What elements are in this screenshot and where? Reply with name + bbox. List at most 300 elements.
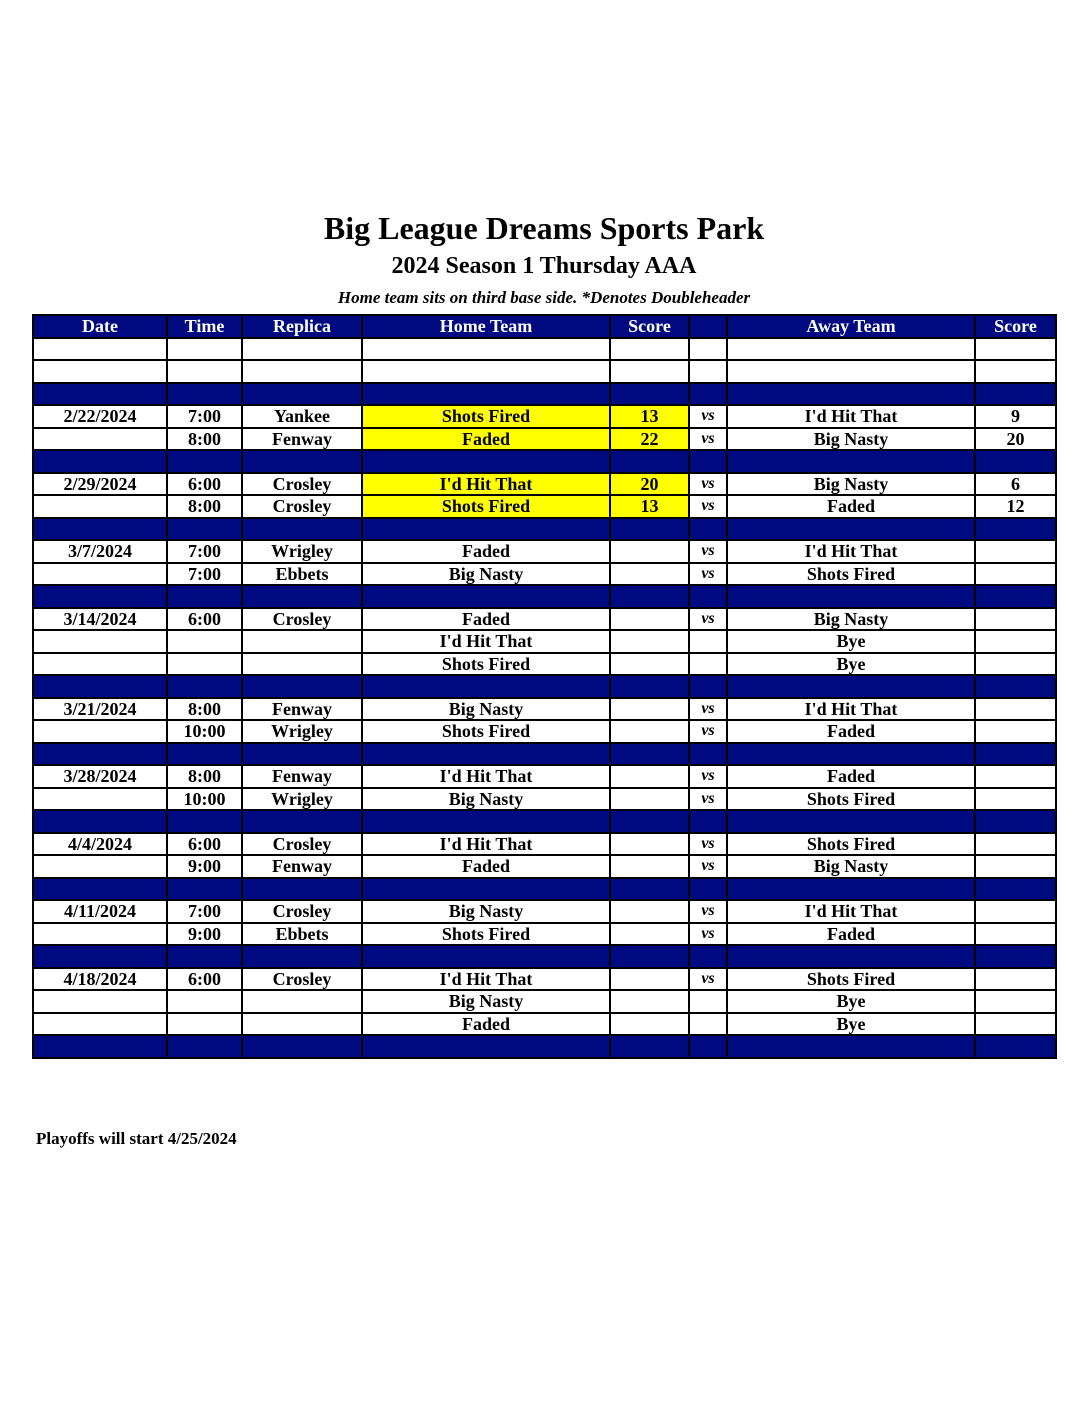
away-score-cell	[975, 518, 1056, 541]
time-cell	[167, 338, 242, 361]
date-cell: 4/4/2024	[33, 833, 167, 856]
away-score-cell	[975, 810, 1056, 833]
home-team-cell	[362, 743, 610, 766]
replica-cell: Fenway	[242, 428, 362, 451]
vs-cell: vs	[689, 968, 727, 991]
time-cell: 8:00	[167, 428, 242, 451]
replica-cell	[242, 1035, 362, 1058]
home-score-cell: 13	[610, 405, 689, 428]
date-cell	[33, 495, 167, 518]
date-cell	[33, 788, 167, 811]
vs-cell	[689, 630, 727, 653]
vs-cell	[689, 810, 727, 833]
table-row	[33, 923, 1056, 946]
vs-cell: vs	[689, 900, 727, 923]
vs-cell: vs	[689, 923, 727, 946]
away-score-cell	[975, 1035, 1056, 1058]
col-header-away-score: Score	[975, 315, 1056, 338]
home-score-cell	[610, 698, 689, 721]
home-team-cell	[362, 338, 610, 361]
replica-cell	[242, 585, 362, 608]
away-score-cell	[975, 563, 1056, 586]
vs-cell: vs	[689, 855, 727, 878]
away-score-cell	[975, 585, 1056, 608]
home-score-cell	[610, 855, 689, 878]
home-score-cell	[610, 968, 689, 991]
table-row	[33, 495, 1056, 518]
table-row	[33, 990, 1056, 1013]
away-score-cell	[975, 360, 1056, 383]
away-score-cell: 6	[975, 473, 1056, 496]
away-team-cell	[727, 810, 975, 833]
home-score-cell	[610, 630, 689, 653]
away-team-cell	[727, 338, 975, 361]
vs-cell	[689, 338, 727, 361]
home-team-cell	[362, 518, 610, 541]
date-cell	[33, 720, 167, 743]
separator-row	[33, 1035, 1056, 1058]
separator-row	[33, 878, 1056, 901]
home-score-cell	[610, 585, 689, 608]
table-row	[33, 653, 1056, 676]
home-team-cell: Big Nasty	[362, 900, 610, 923]
away-team-cell: Big Nasty	[727, 473, 975, 496]
replica-cell: Fenway	[242, 765, 362, 788]
home-team-cell: Big Nasty	[362, 698, 610, 721]
home-team-cell	[362, 450, 610, 473]
away-team-cell: I'd Hit That	[727, 698, 975, 721]
vs-cell	[689, 518, 727, 541]
home-score-cell	[610, 653, 689, 676]
away-score-cell	[975, 608, 1056, 631]
time-cell	[167, 360, 242, 383]
away-score-cell	[975, 878, 1056, 901]
away-team-cell: Faded	[727, 765, 975, 788]
replica-cell: Ebbets	[242, 923, 362, 946]
separator-row	[33, 810, 1056, 833]
time-cell	[167, 518, 242, 541]
vs-cell: vs	[689, 540, 727, 563]
date-cell	[33, 585, 167, 608]
vs-cell	[689, 743, 727, 766]
col-header-home-team: Home Team	[362, 315, 610, 338]
home-score-cell	[610, 810, 689, 833]
away-team-cell	[727, 450, 975, 473]
schedule-note: Home team sits on third base side. *Denotes Doubleheader	[337, 288, 751, 307]
date-cell: 4/18/2024	[33, 968, 167, 991]
col-header-vs	[689, 315, 727, 338]
away-score-cell	[975, 923, 1056, 946]
home-score-cell	[610, 923, 689, 946]
col-header-home-score: Score	[610, 315, 689, 338]
replica-cell: Crosley	[242, 608, 362, 631]
time-cell: 6:00	[167, 608, 242, 631]
schedule-table	[32, 314, 1057, 1059]
time-cell	[167, 630, 242, 653]
home-team-cell: I'd Hit That	[362, 968, 610, 991]
home-score-cell	[610, 518, 689, 541]
table-row	[33, 855, 1056, 878]
away-score-cell	[975, 855, 1056, 878]
away-score-cell	[975, 630, 1056, 653]
time-cell: 9:00	[167, 923, 242, 946]
date-cell	[33, 450, 167, 473]
away-team-cell	[727, 383, 975, 406]
vs-cell: vs	[689, 405, 727, 428]
vs-cell: vs	[689, 428, 727, 451]
time-cell	[167, 878, 242, 901]
date-cell: 3/7/2024	[33, 540, 167, 563]
vs-cell	[689, 450, 727, 473]
home-score-cell	[610, 878, 689, 901]
vs-cell: vs	[689, 495, 727, 518]
away-team-cell: Shots Fired	[727, 833, 975, 856]
date-cell	[33, 810, 167, 833]
date-cell	[33, 675, 167, 698]
date-cell	[33, 1013, 167, 1036]
away-score-cell	[975, 383, 1056, 406]
date-cell: 3/28/2024	[33, 765, 167, 788]
vs-cell: vs	[689, 608, 727, 631]
home-score-cell	[610, 540, 689, 563]
date-cell	[33, 855, 167, 878]
date-cell	[33, 630, 167, 653]
away-team-cell: Bye	[727, 653, 975, 676]
time-cell: 7:00	[167, 540, 242, 563]
replica-cell: Crosley	[242, 968, 362, 991]
vs-cell	[689, 653, 727, 676]
home-team-cell: Big Nasty	[362, 990, 610, 1013]
separator-row	[33, 383, 1056, 406]
home-team-cell: Big Nasty	[362, 788, 610, 811]
table-row	[33, 698, 1056, 721]
away-team-cell	[727, 360, 975, 383]
away-score-cell	[975, 990, 1056, 1013]
col-header-date: Date	[33, 315, 167, 338]
separator-row	[33, 945, 1056, 968]
table-row	[33, 900, 1056, 923]
away-score-cell	[975, 338, 1056, 361]
home-score-cell	[610, 1013, 689, 1036]
vs-cell	[689, 360, 727, 383]
table-row	[33, 608, 1056, 631]
home-team-cell: Shots Fired	[362, 923, 610, 946]
replica-cell	[242, 878, 362, 901]
vs-cell: vs	[689, 720, 727, 743]
col-header-time: Time	[167, 315, 242, 338]
away-score-cell	[975, 675, 1056, 698]
away-team-cell	[727, 518, 975, 541]
time-cell: 8:00	[167, 495, 242, 518]
time-cell	[167, 743, 242, 766]
separator-row	[33, 743, 1056, 766]
home-team-cell	[362, 585, 610, 608]
replica-cell	[242, 630, 362, 653]
away-team-cell	[727, 945, 975, 968]
home-team-cell	[362, 945, 610, 968]
away-score-cell	[975, 1013, 1056, 1036]
date-cell: 2/29/2024	[33, 473, 167, 496]
vs-cell	[689, 990, 727, 1013]
away-score-cell	[975, 788, 1056, 811]
home-team-cell: I'd Hit That	[362, 765, 610, 788]
away-team-cell: Shots Fired	[727, 563, 975, 586]
date-cell	[33, 428, 167, 451]
separator-row	[33, 585, 1056, 608]
home-team-cell: Faded	[362, 540, 610, 563]
away-team-cell: I'd Hit That	[727, 405, 975, 428]
away-team-cell	[727, 743, 975, 766]
date-cell: 3/21/2024	[33, 698, 167, 721]
table-row	[33, 765, 1056, 788]
replica-cell	[242, 743, 362, 766]
table-row	[33, 473, 1056, 496]
replica-cell	[242, 1013, 362, 1036]
separator-row	[33, 675, 1056, 698]
home-team-cell: Shots Fired	[362, 495, 610, 518]
home-score-cell	[610, 945, 689, 968]
away-score-cell: 20	[975, 428, 1056, 451]
home-team-cell	[362, 1035, 610, 1058]
away-score-cell	[975, 945, 1056, 968]
vs-cell: vs	[689, 765, 727, 788]
time-cell	[167, 585, 242, 608]
home-score-cell	[610, 720, 689, 743]
home-score-cell	[610, 765, 689, 788]
date-cell	[33, 923, 167, 946]
date-cell	[33, 1035, 167, 1058]
separator-row	[33, 518, 1056, 541]
away-score-cell	[975, 968, 1056, 991]
time-cell	[167, 675, 242, 698]
header-row	[33, 315, 1056, 338]
time-cell	[167, 1035, 242, 1058]
vs-cell: vs	[689, 473, 727, 496]
away-score-cell	[975, 743, 1056, 766]
table-row	[33, 630, 1056, 653]
away-score-cell: 9	[975, 405, 1056, 428]
away-team-cell	[727, 1035, 975, 1058]
date-cell: 4/11/2024	[33, 900, 167, 923]
replica-cell: Ebbets	[242, 563, 362, 586]
time-cell: 8:00	[167, 765, 242, 788]
replica-cell	[242, 653, 362, 676]
time-cell	[167, 383, 242, 406]
home-team-cell: Shots Fired	[362, 653, 610, 676]
time-cell	[167, 1013, 242, 1036]
home-team-cell: Big Nasty	[362, 563, 610, 586]
home-score-cell	[610, 338, 689, 361]
table-row	[33, 833, 1056, 856]
home-score-cell	[610, 1035, 689, 1058]
home-team-cell	[362, 360, 610, 383]
separator-row	[33, 450, 1056, 473]
date-cell	[33, 945, 167, 968]
home-score-cell	[610, 675, 689, 698]
home-team-cell: Faded	[362, 855, 610, 878]
replica-cell: Crosley	[242, 833, 362, 856]
vs-cell	[689, 585, 727, 608]
home-score-cell: 22	[610, 428, 689, 451]
time-cell: 6:00	[167, 968, 242, 991]
away-team-cell: Faded	[727, 720, 975, 743]
away-score-cell	[975, 540, 1056, 563]
replica-cell: Fenway	[242, 855, 362, 878]
replica-cell	[242, 945, 362, 968]
away-team-cell	[727, 675, 975, 698]
replica-cell: Wrigley	[242, 720, 362, 743]
home-team-cell: I'd Hit That	[362, 833, 610, 856]
away-score-cell	[975, 653, 1056, 676]
playoffs-note: Playoffs will start 4/25/2024	[36, 1129, 237, 1148]
time-cell: 10:00	[167, 788, 242, 811]
home-score-cell	[610, 990, 689, 1013]
date-cell	[33, 360, 167, 383]
time-cell	[167, 810, 242, 833]
table-row	[33, 540, 1056, 563]
away-team-cell: Faded	[727, 923, 975, 946]
home-score-cell	[610, 900, 689, 923]
away-team-cell: Big Nasty	[727, 608, 975, 631]
time-cell	[167, 945, 242, 968]
table-row	[33, 1013, 1056, 1036]
date-cell	[33, 383, 167, 406]
home-team-cell: I'd Hit That	[362, 630, 610, 653]
time-cell	[167, 653, 242, 676]
date-cell	[33, 653, 167, 676]
replica-cell	[242, 360, 362, 383]
away-team-cell: Bye	[727, 990, 975, 1013]
home-score-cell	[610, 563, 689, 586]
vs-cell	[689, 383, 727, 406]
home-team-cell: I'd Hit That	[362, 473, 610, 496]
away-score-cell	[975, 698, 1056, 721]
away-score-cell	[975, 833, 1056, 856]
replica-cell: Crosley	[242, 473, 362, 496]
home-team-cell	[362, 810, 610, 833]
vs-cell: vs	[689, 698, 727, 721]
table-row	[33, 405, 1056, 428]
time-cell: 7:00	[167, 563, 242, 586]
replica-cell: Fenway	[242, 698, 362, 721]
away-team-cell	[727, 878, 975, 901]
home-team-cell	[362, 383, 610, 406]
replica-cell	[242, 675, 362, 698]
replica-cell	[242, 990, 362, 1013]
date-cell: 2/22/2024	[33, 405, 167, 428]
replica-cell: Yankee	[242, 405, 362, 428]
home-team-cell: Faded	[362, 1013, 610, 1036]
home-score-cell	[610, 360, 689, 383]
home-team-cell: Faded	[362, 428, 610, 451]
table-row	[33, 720, 1056, 743]
replica-cell	[242, 518, 362, 541]
time-cell	[167, 990, 242, 1013]
replica-cell: Wrigley	[242, 788, 362, 811]
table-row	[33, 563, 1056, 586]
vs-cell	[689, 878, 727, 901]
col-header-away-team: Away Team	[727, 315, 975, 338]
vs-cell	[689, 675, 727, 698]
home-score-cell	[610, 450, 689, 473]
time-cell: 7:00	[167, 900, 242, 923]
vs-cell	[689, 945, 727, 968]
away-team-cell: Shots Fired	[727, 968, 975, 991]
time-cell: 6:00	[167, 833, 242, 856]
date-cell	[33, 990, 167, 1013]
vs-cell: vs	[689, 788, 727, 811]
time-cell: 8:00	[167, 698, 242, 721]
home-score-cell	[610, 743, 689, 766]
home-team-cell: Shots Fired	[362, 720, 610, 743]
away-score-cell	[975, 765, 1056, 788]
home-score-cell: 13	[610, 495, 689, 518]
date-cell	[33, 743, 167, 766]
vs-cell: vs	[689, 833, 727, 856]
away-team-cell: I'd Hit That	[727, 900, 975, 923]
home-team-cell	[362, 675, 610, 698]
date-cell	[33, 338, 167, 361]
home-score-cell	[610, 788, 689, 811]
away-team-cell: I'd Hit That	[727, 540, 975, 563]
time-cell: 6:00	[167, 473, 242, 496]
replica-cell: Wrigley	[242, 540, 362, 563]
home-team-cell: Faded	[362, 608, 610, 631]
replica-cell	[242, 810, 362, 833]
date-cell	[33, 563, 167, 586]
table-row	[33, 360, 1056, 383]
table-row	[33, 338, 1056, 361]
home-score-cell	[610, 608, 689, 631]
table-row	[33, 788, 1056, 811]
vs-cell: vs	[689, 563, 727, 586]
date-cell: 3/14/2024	[33, 608, 167, 631]
date-cell	[33, 878, 167, 901]
home-score-cell	[610, 383, 689, 406]
schedule-body	[33, 338, 1056, 1058]
page-title: Big League Dreams Sports Park	[323, 210, 765, 246]
table-row	[33, 968, 1056, 991]
replica-cell	[242, 383, 362, 406]
replica-cell: Crosley	[242, 495, 362, 518]
table-row	[33, 428, 1056, 451]
time-cell: 7:00	[167, 405, 242, 428]
away-team-cell	[727, 585, 975, 608]
vs-cell	[689, 1035, 727, 1058]
home-score-cell	[610, 833, 689, 856]
home-team-cell: Shots Fired	[362, 405, 610, 428]
away-score-cell	[975, 720, 1056, 743]
away-team-cell: Big Nasty	[727, 855, 975, 878]
replica-cell	[242, 450, 362, 473]
away-team-cell: Big Nasty	[727, 428, 975, 451]
vs-cell	[689, 1013, 727, 1036]
page-subtitle: 2024 Season 1 Thursday AAA	[391, 253, 697, 279]
date-cell	[33, 518, 167, 541]
replica-cell	[242, 338, 362, 361]
away-team-cell: Bye	[727, 1013, 975, 1036]
home-score-cell: 20	[610, 473, 689, 496]
away-team-cell: Faded	[727, 495, 975, 518]
time-cell	[167, 450, 242, 473]
away-score-cell: 12	[975, 495, 1056, 518]
away-team-cell: Bye	[727, 630, 975, 653]
away-score-cell	[975, 900, 1056, 923]
time-cell: 9:00	[167, 855, 242, 878]
time-cell: 10:00	[167, 720, 242, 743]
home-team-cell	[362, 878, 610, 901]
col-header-replica: Replica	[242, 315, 362, 338]
